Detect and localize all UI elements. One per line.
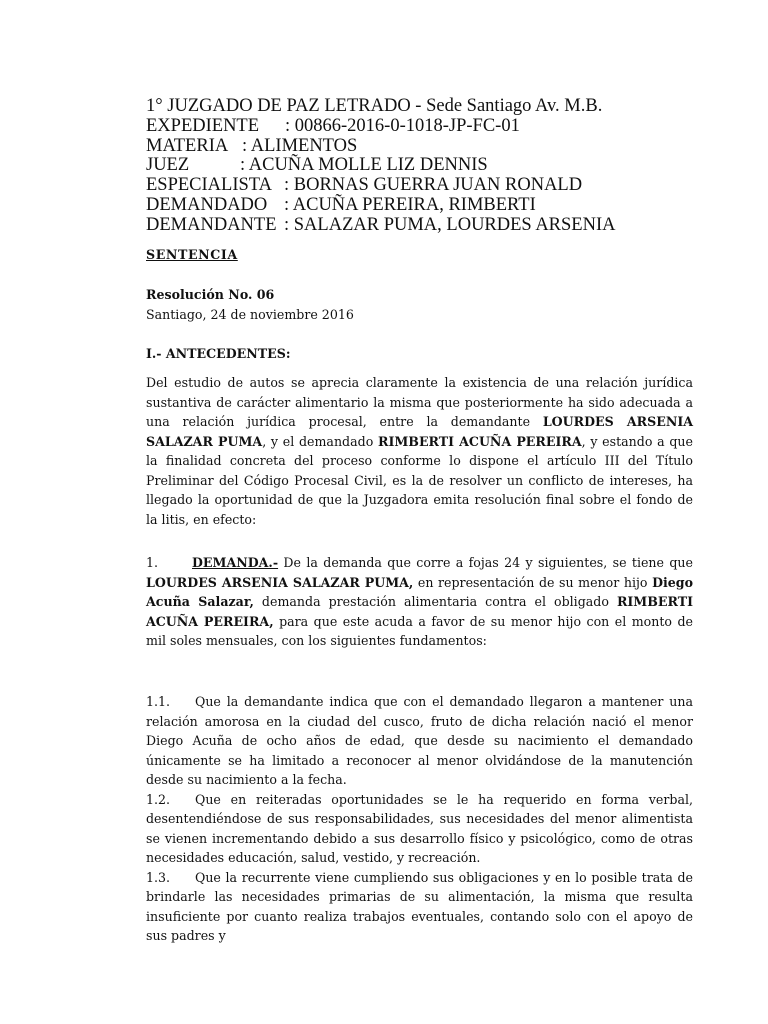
list-item bbox=[146, 790, 693, 868]
header-key: ESPECIALISTA bbox=[146, 175, 272, 196]
header-key: DEMANDANTE bbox=[146, 214, 277, 235]
minor-name: Diego Acuña Salazar, bbox=[146, 574, 693, 609]
list-item bbox=[146, 692, 693, 790]
section-heading: I.- ANTECEDENTES: bbox=[146, 346, 291, 361]
antecedentes-text: Del estudio de autos se aprecia claramente la existencia de una relación jurídica sustantiva de carácter alimentario la misma que posteriormente ha sido adecuada a una relación jurídica procesal, entre la demandante bbox=[146, 375, 693, 429]
header-value: : ACUÑA PEREIRA, RIMBERTI bbox=[284, 194, 536, 215]
list-item bbox=[146, 868, 693, 946]
header-value: : SALAZAR PUMA, LOURDES ARSENIA bbox=[284, 214, 616, 235]
court-line bbox=[146, 97, 706, 117]
demanda-text: para que este acuda a favor de su menor hijo con el monto de mil soles mensuales, con los siguientes fundamentos: bbox=[146, 613, 693, 648]
case-header bbox=[146, 97, 706, 236]
demanda-paragraph bbox=[146, 553, 693, 651]
item-number: 1.3. bbox=[146, 869, 171, 885]
resolution-number: Resolución No. 06 bbox=[146, 287, 275, 302]
header-key: EXPEDIENTE bbox=[146, 115, 260, 136]
header-row-expediente bbox=[146, 117, 706, 137]
antecedentes-text: , y estando a que la finalidad concreta del proceso conforme lo dispone el artículo III del Título Preliminar del Código Procesal Civil, es la de resolver un conflicto de intereses, ha llegado la oportunidad de que la Juzgadora emita resolución final sobre el fondo de la litis, en efecto: bbox=[146, 433, 693, 527]
antecedentes-text: , y el demandado bbox=[262, 433, 378, 449]
document-title: SENTENCIA bbox=[146, 247, 238, 262]
header-row-especialista bbox=[146, 176, 706, 196]
header-key: MATERIA bbox=[146, 135, 229, 156]
header-value: : BORNAS GUERRA JUAN RONALD bbox=[284, 175, 583, 196]
header-row-juez bbox=[146, 156, 706, 176]
fundamentos-list bbox=[146, 692, 693, 946]
plaintiff-name: LOURDES ARSENIA SALAZAR PUMA, bbox=[146, 574, 414, 590]
header-value: : ACUÑA MOLLE LIZ DENNIS bbox=[240, 155, 488, 176]
item-text: Que la demandante indica que con el demandado llegaron a mantener una relación amorosa en la ciudad del cusco, fruto de dicha relación nació el menor Diego Acuña de ocho años de edad, que desde su nacimiento el demandado únicamente se ha limitado a reconocer al menor olvidándose de la manutención desde su nacimiento a la fecha. bbox=[146, 694, 693, 787]
item-number: 1.2. bbox=[146, 791, 171, 807]
court-name: 1° JUZGADO DE PAZ LETRADO - Sede Santiago Av. M.B. bbox=[146, 96, 603, 116]
plaintiff-name: LOURDES ARSENIA SALAZAR PUMA bbox=[146, 414, 693, 449]
date-line: Santiago, 24 de noviembre 2016 bbox=[146, 307, 354, 322]
item-text: Que la recurrente viene cumpliendo sus obligaciones y en lo posible trata de brindarle las necesidades primarias de su alimentación, la misma que resulta insuficiente por cuanto realiza trabajos eventuales, contando solo con el apoyo de sus padres y bbox=[146, 869, 693, 943]
demanda-text: en representación de su menor hijo bbox=[413, 574, 653, 590]
header-key: DEMANDADO bbox=[146, 194, 268, 215]
header-value: : 00866-2016-0-1018-JP-FC-01 bbox=[285, 115, 520, 136]
item-text: Que en reiteradas oportunidades se le ha requerido en forma verbal, desentendiéndose de sus responsabilidades, sus necesidades del menor alimentista se vienen incrementando debido a sus desarrollo físico y psicológico, como de otras necesidades educación, salud, vestido, y recreación. bbox=[146, 791, 693, 865]
item-number: 1.1. bbox=[146, 694, 171, 709]
header-row-demandado bbox=[146, 196, 706, 216]
header-row-demandante bbox=[146, 216, 706, 236]
antecedentes-paragraph bbox=[146, 373, 693, 529]
defendant-name: RIMBERTI ACUÑA PEREIRA, bbox=[146, 594, 693, 629]
header-key: JUEZ bbox=[146, 155, 190, 176]
header-value: : ALIMENTOS bbox=[242, 135, 358, 156]
demanda-label: DEMANDA.- bbox=[192, 555, 279, 570]
demanda-text: demanda prestación alimentaria contra el obligado bbox=[253, 594, 617, 609]
item-number: 1. bbox=[146, 555, 159, 570]
header-row-materia bbox=[146, 137, 706, 157]
defendant-name: RIMBERTI ACUÑA PEREIRA bbox=[378, 433, 582, 449]
demanda-text: De la demanda que corre a fojas 24 y siguientes, se tiene que bbox=[278, 555, 693, 570]
